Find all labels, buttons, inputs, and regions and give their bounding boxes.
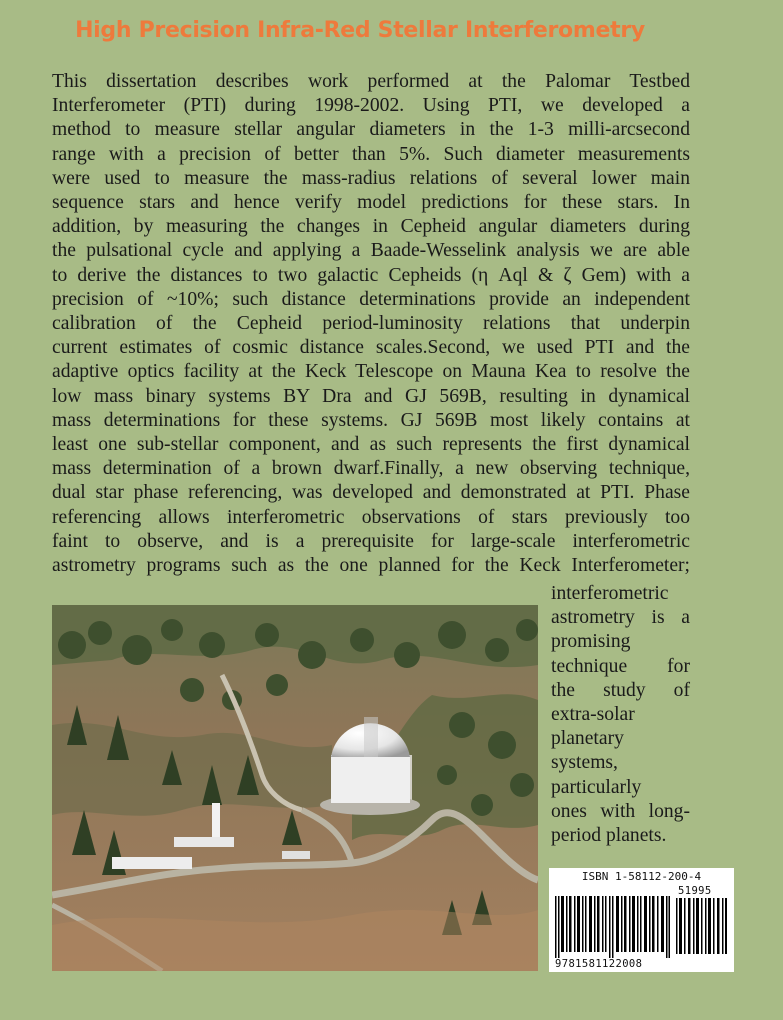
price-bars — [676, 898, 728, 954]
side-line: planetary — [551, 728, 624, 750]
paragraph-line: current estimates of cosmic distance scales.Second, we used PTI and the — [52, 337, 690, 359]
paragraph-line: to derive the distances to two galactic Cepheids (η Aql & ζ Gem) with a — [52, 264, 690, 286]
price-code: 51995 — [678, 885, 712, 897]
paragraph-line: sequence stars and hence verify model predictions for these stars. In — [52, 192, 690, 214]
paragraph-line: faint to observe, and is a prerequisite for large-scale interferometric — [52, 530, 690, 552]
paragraph-line: low mass binary systems BY Dra and GJ 569B, resulting in dynamical — [52, 385, 690, 407]
side-line: ones with long- — [551, 800, 690, 822]
isbn-barcode — [549, 868, 734, 972]
paragraph-line: precision of ~10%; such distance determinations provide an independent — [52, 288, 690, 310]
side-line: particularly — [551, 776, 642, 798]
paragraph-line: Interferometer (PTI) during 1998-2002. Using PTI, we developed a — [52, 95, 690, 117]
paragraph-line: were used to measure the mass-radius relations of several lower main — [52, 167, 690, 189]
side-line: technique for — [551, 655, 690, 677]
side-line: systems, — [551, 752, 618, 774]
paragraph-line: the pulsational cycle and applying a Baade-Wesselink analysis we are able — [52, 240, 690, 262]
isbn-label: ISBN 1-58112-200-4 — [581, 870, 702, 883]
paragraph-line: mass determination of a brown dwarf.Finally, a new observing technique, — [52, 458, 690, 480]
paragraph-line: astrometry programs such as the one planned for the Keck Interferometer; — [52, 555, 690, 577]
paragraph-line: method to measure stellar angular diameters in the 1-3 milli-arcsecond — [52, 119, 690, 141]
ean-digits: 9781581122008 — [555, 958, 643, 970]
paragraph-line: dual star phase referencing, was developed and demonstrated at PTI. Phase — [52, 482, 690, 504]
ean-bars — [555, 896, 670, 958]
paragraph-line: adaptive optics facility at the Keck Telescope on Mauna Kea to resolve the — [52, 361, 690, 383]
paragraph-line: least one sub-stellar component, and as such represents the first dynamical — [52, 434, 690, 456]
paragraph-line: mass determinations for these systems. GJ 569B most likely contains at — [52, 409, 690, 431]
side-line: promising — [551, 631, 631, 653]
side-line: period planets. — [551, 825, 667, 847]
observatory-aerial-photo — [52, 605, 538, 971]
paragraph-line: addition, by measuring the changes in Cepheid angular diameters during — [52, 216, 690, 238]
paragraph-line: range with a precision of better than 5%. Such diameter measurements — [52, 143, 690, 165]
side-line: astrometry is a — [551, 607, 690, 629]
side-line: extra-solar — [551, 704, 635, 726]
description-paragraph — [52, 70, 690, 578]
paragraph-line: This dissertation describes work performed at the Palomar Testbed — [52, 71, 690, 92]
side-line: the study of — [551, 679, 690, 701]
side-line: interferometric — [551, 583, 669, 604]
paragraph-line: calibration of the Cepheid period-luminosity relations that underpin — [52, 313, 690, 335]
side-paragraph — [551, 582, 690, 848]
paragraph-line: referencing allows interferometric observations of stars previously too — [52, 506, 690, 528]
observatory-illustration — [52, 605, 538, 971]
book-title: High Precision Infra-Red Stellar Interferometry — [75, 18, 645, 43]
